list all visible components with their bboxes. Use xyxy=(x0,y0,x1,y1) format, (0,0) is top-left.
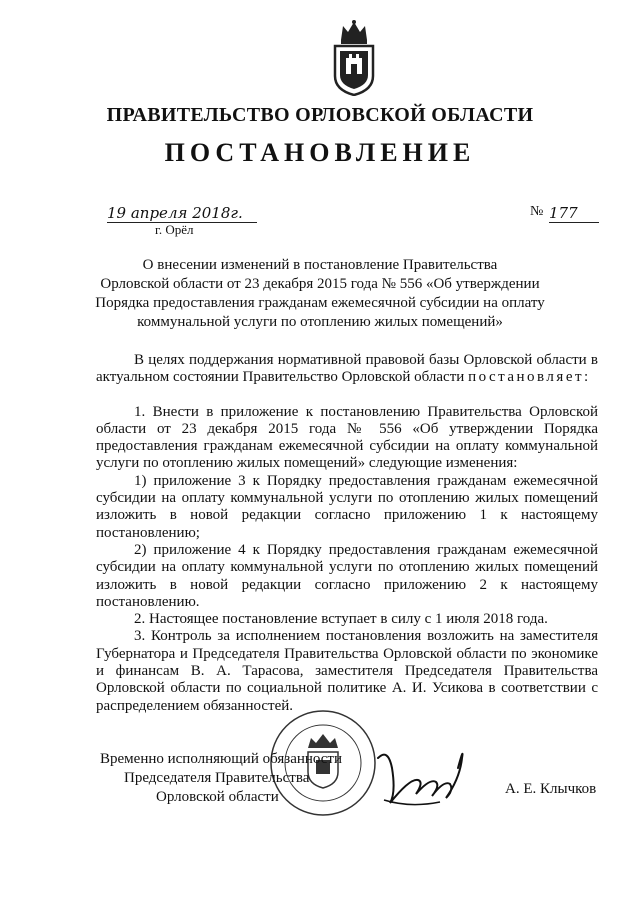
signatory-title-line: Председателя Правительства xyxy=(124,770,310,786)
intro-text: В целях поддержания нормативной правовой базы Орловской области в актуальном состоянии Правительство Орловской области xyxy=(96,352,598,386)
clause-1-1: 1) приложение 3 к Порядку предоставления гражданам ежемесячной субсидии на оплату коммунальной услуги по отоплению жилых помещений изложить в новой редакции согласно приложению 1 к настоящему постановлению; xyxy=(96,472,598,541)
handwritten-signature xyxy=(370,738,470,818)
clause-3: 3. Контроль за исполнением постановления возложить на заместителя Губернатора и Председателя Правительства Орловской области по экономике и финансам В. А. Тарасова, заместителя Председателя Правительства Орловской области по социальной политике А. И. Усикова в соответствии с распределением обязанностей. xyxy=(96,628,598,714)
signatory-title xyxy=(100,750,342,807)
document-subject xyxy=(95,256,545,332)
signatory-title-line: Орловской области xyxy=(156,789,279,805)
subject-line: О внесении изменений в постановление Правительства xyxy=(142,257,498,273)
document-number-label: № xyxy=(530,204,544,219)
signatory-name: А. Е. Клычков xyxy=(505,781,597,797)
subject-line: Порядка предоставления гражданам ежемесячной субсидии на оплату xyxy=(95,295,545,311)
clause-2: 2. Настоящее постановление вступает в силу с 1 июля 2018 года. xyxy=(134,611,548,628)
document-date: 19 апреля 2018г. xyxy=(107,204,257,223)
document-body xyxy=(96,352,598,715)
subject-line: коммунальной услуги по отоплению жилых помещений» xyxy=(137,314,503,330)
clause-1: 1. Внести в приложение к постановлению Правительства Орловской области от 23 декабря 2015 года № 556 «Об утверждении Порядка предоставления гражданам ежемесячной субсидии на оплату коммунальной услуги по отоплению жилых помещений» следующие изменения: xyxy=(96,403,598,472)
intro-paragraph xyxy=(96,352,598,387)
document-type-title: ПОСТАНОВЛЕНИЕ xyxy=(164,138,476,167)
signatory-title-line: Временно исполняющий обязанности xyxy=(100,751,343,767)
coat-of-arms-emblem xyxy=(331,18,377,96)
clause-1-2: 2) приложение 4 к Порядку предоставления гражданам ежемесячной субсидии на оплату коммунальной услуги по отоплению жилых помещений изложить в новой редакции согласно приложению 2 к настоящему постановлению. xyxy=(96,541,598,610)
decree-word: постановляет: xyxy=(468,369,591,386)
organization-title: ПРАВИТЕЛЬСТВО ОРЛОВСКОЙ ОБЛАСТИ xyxy=(106,104,534,126)
document-city: г. Орёл xyxy=(155,222,194,237)
subject-line: Орловской области от 23 декабря 2015 года № 556 «Об утверждении xyxy=(100,276,540,292)
document-number: 177 xyxy=(549,204,599,223)
